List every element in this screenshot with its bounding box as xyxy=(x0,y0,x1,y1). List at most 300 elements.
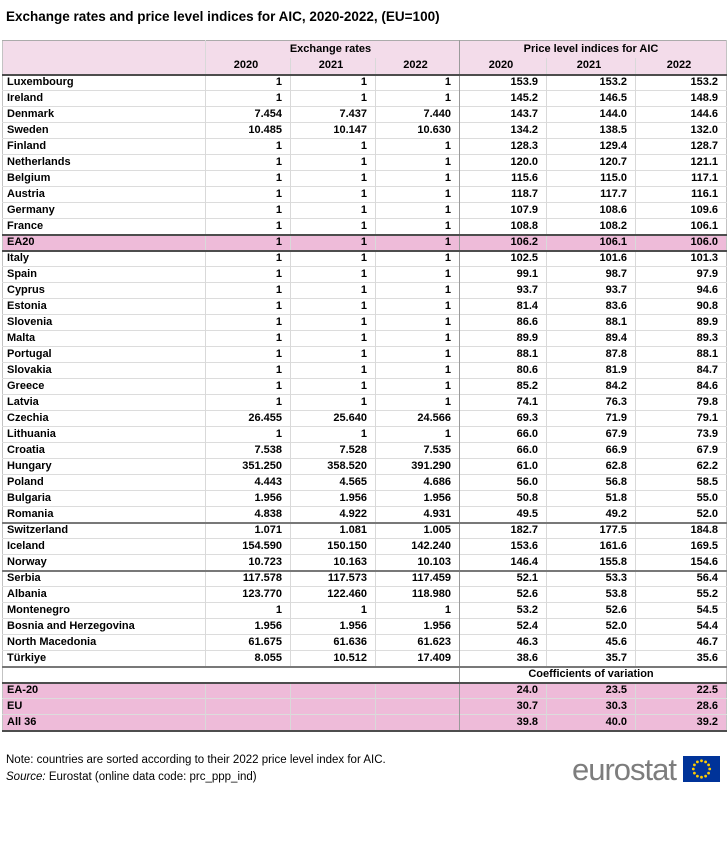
value-cell: 153.2 xyxy=(636,75,727,91)
table-row xyxy=(3,395,727,411)
value-cell: 99.1 xyxy=(460,267,547,283)
value-cell: 101.3 xyxy=(636,251,727,267)
country-name-cell: EA20 xyxy=(7,236,35,248)
value-cell: 1 xyxy=(376,251,460,267)
table-row xyxy=(3,331,727,347)
table-row xyxy=(3,635,727,651)
value-cell: 35.6 xyxy=(636,651,727,667)
value-cell: 66.0 xyxy=(460,427,547,443)
table-row xyxy=(3,603,727,619)
value-cell: 1 xyxy=(376,203,460,219)
page-title: Exchange rates and price level indices for AIC, 2020-2022, (EU=100) xyxy=(6,9,440,24)
table-row xyxy=(3,155,727,171)
value-cell: 1 xyxy=(291,75,376,91)
value-cell: 88.1 xyxy=(547,315,636,331)
value-cell: 61.675 xyxy=(206,635,291,651)
value-cell: 1 xyxy=(291,363,376,379)
value-cell: 1 xyxy=(376,331,460,347)
value-cell: 1 xyxy=(376,139,460,155)
value-cell: 117.7 xyxy=(547,187,636,203)
table-row xyxy=(3,171,727,187)
value-cell: 38.6 xyxy=(460,651,547,667)
value-cell: 4.565 xyxy=(291,475,376,491)
country-name-cell: Netherlands xyxy=(7,156,71,168)
country-name-cell: Poland xyxy=(7,476,44,488)
table-row xyxy=(3,139,727,155)
value-cell: 115.6 xyxy=(460,171,547,187)
table-row xyxy=(3,347,727,363)
value-cell: 1 xyxy=(206,91,291,107)
value-cell: 1.956 xyxy=(376,491,460,507)
table-row xyxy=(3,459,727,475)
value-cell: 52.6 xyxy=(547,603,636,619)
cov-value-cell: 30.3 xyxy=(547,699,636,715)
country-name-cell: Norway xyxy=(7,555,47,568)
country-name-cell: Serbia xyxy=(7,572,41,585)
value-cell: 7.437 xyxy=(291,107,376,123)
source-label: Source: xyxy=(6,771,46,784)
value-cell: 106.0 xyxy=(636,235,727,251)
value-cell: 89.3 xyxy=(636,331,727,347)
value-cell: 1 xyxy=(206,155,291,171)
value-cell: 4.686 xyxy=(376,475,460,491)
value-cell: 106.2 xyxy=(460,235,547,251)
value-cell: 74.1 xyxy=(460,395,547,411)
value-cell: 1 xyxy=(291,91,376,107)
empty-cell xyxy=(206,683,291,699)
year-header: 2020 xyxy=(460,58,547,75)
value-cell: 85.2 xyxy=(460,379,547,395)
country-name-cell: Estonia xyxy=(7,300,47,312)
table-row xyxy=(3,475,727,491)
value-cell: 1 xyxy=(206,203,291,219)
country-name-cell: Cyprus xyxy=(7,284,45,296)
value-cell: 1 xyxy=(206,427,291,443)
value-cell: 1 xyxy=(206,139,291,155)
table-row xyxy=(3,427,727,443)
value-cell: 50.8 xyxy=(460,491,547,507)
value-cell: 88.1 xyxy=(636,347,727,363)
value-cell: 1 xyxy=(291,603,376,619)
value-cell: 1 xyxy=(376,347,460,363)
value-cell: 10.723 xyxy=(206,555,291,571)
value-cell: 1 xyxy=(291,187,376,203)
value-cell: 1 xyxy=(376,187,460,203)
value-cell: 81.4 xyxy=(460,299,547,315)
value-cell: 106.1 xyxy=(547,235,636,251)
value-cell: 53.8 xyxy=(547,587,636,603)
value-cell: 1 xyxy=(376,171,460,187)
value-cell: 101.6 xyxy=(547,251,636,267)
country-name-cell: Montenegro xyxy=(7,604,70,616)
value-cell: 55.0 xyxy=(636,491,727,507)
value-cell: 17.409 xyxy=(376,651,460,667)
table-row xyxy=(3,651,727,667)
country-name-cell: Greece xyxy=(7,380,45,392)
value-cell: 1 xyxy=(376,299,460,315)
country-name-cell: Türkiye xyxy=(7,651,47,664)
year-header: 2022 xyxy=(376,58,460,75)
value-cell: 52.6 xyxy=(460,587,547,603)
value-cell: 1 xyxy=(291,395,376,411)
value-cell: 10.103 xyxy=(376,555,460,571)
value-cell: 1.956 xyxy=(291,491,376,507)
value-cell: 1 xyxy=(206,235,291,251)
value-cell: 4.922 xyxy=(291,507,376,523)
value-cell: 52.0 xyxy=(636,507,727,523)
value-cell: 107.9 xyxy=(460,203,547,219)
value-cell: 1 xyxy=(376,219,460,235)
country-name-cell: Germany xyxy=(7,204,55,216)
value-cell: 83.6 xyxy=(547,299,636,315)
value-cell: 25.640 xyxy=(291,411,376,427)
value-cell: 1 xyxy=(291,171,376,187)
value-cell: 56.4 xyxy=(636,571,727,587)
country-name-cell: Sweden xyxy=(7,124,49,136)
value-cell: 84.6 xyxy=(636,379,727,395)
country-name-cell: Iceland xyxy=(7,540,45,552)
value-cell: 1 xyxy=(291,379,376,395)
table-row xyxy=(3,507,727,523)
cov-header-row xyxy=(3,667,727,683)
value-cell: 128.7 xyxy=(636,139,727,155)
value-cell: 46.3 xyxy=(460,635,547,651)
country-name-cell: Belgium xyxy=(7,172,51,184)
value-cell: 1 xyxy=(376,155,460,171)
country-name-cell: France xyxy=(7,219,44,232)
country-name-cell: Czechia xyxy=(7,412,49,424)
value-cell: 1 xyxy=(376,379,460,395)
value-cell: 84.7 xyxy=(636,363,727,379)
empty-cell xyxy=(291,699,376,715)
value-cell: 10.485 xyxy=(206,123,291,139)
group-header-exchange: Exchange rates xyxy=(206,41,460,58)
value-cell: 117.1 xyxy=(636,171,727,187)
table-row xyxy=(3,363,727,379)
value-cell: 1 xyxy=(206,299,291,315)
value-cell: 391.290 xyxy=(376,459,460,475)
value-cell: 55.2 xyxy=(636,587,727,603)
value-cell: 153.2 xyxy=(547,75,636,91)
country-name-cell: Croatia xyxy=(7,444,45,456)
empty-cell xyxy=(291,683,376,699)
cov-value-cell: 30.7 xyxy=(460,699,547,715)
value-cell: 52.0 xyxy=(547,619,636,635)
country-name-cell: Lithuania xyxy=(7,428,56,440)
value-cell: 108.6 xyxy=(547,203,636,219)
value-cell: 79.1 xyxy=(636,411,727,427)
value-cell: 46.7 xyxy=(636,635,727,651)
value-cell: 45.6 xyxy=(547,635,636,651)
value-cell: 1 xyxy=(206,219,291,235)
value-cell: 138.5 xyxy=(547,123,636,139)
value-cell: 24.566 xyxy=(376,411,460,427)
value-cell: 123.770 xyxy=(206,587,291,603)
value-cell: 117.578 xyxy=(206,571,291,587)
table-row xyxy=(3,123,727,139)
country-header-cell xyxy=(3,41,206,58)
value-cell: 1 xyxy=(291,283,376,299)
value-cell: 4.838 xyxy=(206,507,291,523)
value-cell: 1 xyxy=(291,219,376,235)
value-cell: 153.6 xyxy=(460,539,547,555)
table-row xyxy=(3,187,727,203)
aggregate-name-cell: EU xyxy=(7,700,23,712)
group-header-row xyxy=(3,41,727,58)
value-cell: 351.250 xyxy=(206,459,291,475)
table-row xyxy=(3,91,727,107)
value-cell: 1 xyxy=(206,315,291,331)
cov-value-cell: 39.8 xyxy=(460,715,547,731)
value-cell: 10.147 xyxy=(291,123,376,139)
value-cell: 1 xyxy=(376,91,460,107)
value-cell: 10.163 xyxy=(291,555,376,571)
table-row xyxy=(3,203,727,219)
table-row xyxy=(3,571,727,587)
value-cell: 66.9 xyxy=(547,443,636,459)
value-cell: 89.4 xyxy=(547,331,636,347)
value-cell: 1 xyxy=(376,283,460,299)
value-cell: 108.8 xyxy=(460,219,547,235)
value-cell: 1.956 xyxy=(206,619,291,635)
country-name-cell: Portugal xyxy=(7,348,52,360)
value-cell: 1 xyxy=(376,363,460,379)
value-cell: 67.9 xyxy=(547,427,636,443)
value-cell: 1 xyxy=(206,363,291,379)
value-cell: 58.5 xyxy=(636,475,727,491)
table-header xyxy=(3,41,727,75)
value-cell: 146.5 xyxy=(547,91,636,107)
table-row xyxy=(3,539,727,555)
value-cell: 118.7 xyxy=(460,187,547,203)
empty-cell xyxy=(206,715,291,731)
source-text: Eurostat (online data code: prc_ppp_ind) xyxy=(48,771,257,784)
value-cell: 10.512 xyxy=(291,651,376,667)
value-cell: 146.4 xyxy=(460,555,547,571)
value-cell: 80.6 xyxy=(460,363,547,379)
value-cell: 10.630 xyxy=(376,123,460,139)
table-row xyxy=(3,587,727,603)
value-cell: 1 xyxy=(206,331,291,347)
table-row xyxy=(3,235,727,251)
aggregate-name-cell: All 36 xyxy=(7,715,37,728)
value-cell: 26.455 xyxy=(206,411,291,427)
value-cell: 1 xyxy=(291,331,376,347)
value-cell: 148.9 xyxy=(636,91,727,107)
empty-cell xyxy=(291,715,376,731)
value-cell: 1 xyxy=(206,251,291,267)
value-cell: 142.240 xyxy=(376,539,460,555)
value-cell: 143.7 xyxy=(460,107,547,123)
value-cell: 93.7 xyxy=(547,283,636,299)
value-cell: 90.8 xyxy=(636,299,727,315)
value-cell: 1.956 xyxy=(291,619,376,635)
value-cell: 117.459 xyxy=(376,571,460,587)
country-name-cell: Denmark xyxy=(7,108,55,120)
value-cell: 120.7 xyxy=(547,155,636,171)
cov-value-cell: 24.0 xyxy=(460,683,547,699)
country-name-cell: Hungary xyxy=(7,460,52,472)
cov-value-cell: 23.5 xyxy=(547,683,636,699)
table-row xyxy=(3,315,727,331)
value-cell: 145.2 xyxy=(460,91,547,107)
value-cell: 1 xyxy=(206,395,291,411)
value-cell: 62.2 xyxy=(636,459,727,475)
value-cell: 52.1 xyxy=(460,571,547,587)
value-cell: 1 xyxy=(291,427,376,443)
value-cell: 61.636 xyxy=(291,635,376,651)
value-cell: 66.0 xyxy=(460,443,547,459)
value-cell: 184.8 xyxy=(636,523,727,539)
value-cell: 61.623 xyxy=(376,635,460,651)
value-cell: 1 xyxy=(206,171,291,187)
value-cell: 154.6 xyxy=(636,555,727,571)
value-cell: 116.1 xyxy=(636,187,727,203)
value-cell: 118.980 xyxy=(376,587,460,603)
group-header-price: Price level indices for AIC xyxy=(460,41,727,58)
table-row xyxy=(3,251,727,267)
year-header: 2021 xyxy=(547,58,636,75)
value-cell: 1 xyxy=(291,251,376,267)
value-cell: 7.528 xyxy=(291,443,376,459)
table-row xyxy=(3,107,727,123)
value-cell: 1 xyxy=(206,283,291,299)
note-text: Note: countries are sorted according to their 2022 price level index for AIC. xyxy=(6,753,386,766)
value-cell: 117.573 xyxy=(291,571,376,587)
value-cell: 120.0 xyxy=(460,155,547,171)
value-cell: 154.590 xyxy=(206,539,291,555)
cov-header-empty xyxy=(3,667,460,683)
table-row xyxy=(3,443,727,459)
cov-value-cell: 40.0 xyxy=(547,715,636,731)
empty-cell xyxy=(206,699,291,715)
value-cell: 7.538 xyxy=(206,443,291,459)
value-cell: 144.0 xyxy=(547,107,636,123)
source-line xyxy=(6,769,386,787)
value-cell: 49.5 xyxy=(460,507,547,523)
value-cell: 1 xyxy=(376,75,460,91)
value-cell: 69.3 xyxy=(460,411,547,427)
value-cell: 1.071 xyxy=(206,523,291,539)
value-cell: 53.2 xyxy=(460,603,547,619)
value-cell: 1 xyxy=(376,603,460,619)
value-cell: 81.9 xyxy=(547,363,636,379)
value-cell: 79.8 xyxy=(636,395,727,411)
value-cell: 1 xyxy=(291,347,376,363)
cov-header-label: Coefficients of variation xyxy=(460,667,727,683)
country-name-cell: Slovakia xyxy=(7,364,52,376)
country-name-cell: North Macedonia xyxy=(7,636,97,648)
value-cell: 1 xyxy=(291,315,376,331)
value-cell: 89.9 xyxy=(636,315,727,331)
value-cell: 54.4 xyxy=(636,619,727,635)
value-cell: 56.0 xyxy=(460,475,547,491)
year-header: 2020 xyxy=(206,58,291,75)
value-cell: 128.3 xyxy=(460,139,547,155)
value-cell: 122.460 xyxy=(291,587,376,603)
table-row xyxy=(3,283,727,299)
value-cell: 1.081 xyxy=(291,523,376,539)
value-cell: 155.8 xyxy=(547,555,636,571)
value-cell: 153.9 xyxy=(460,75,547,91)
table-row xyxy=(3,523,727,539)
table-row xyxy=(3,379,727,395)
country-name-cell: Austria xyxy=(7,188,45,200)
value-cell: 134.2 xyxy=(460,123,547,139)
value-cell: 73.9 xyxy=(636,427,727,443)
value-cell: 1 xyxy=(206,75,291,91)
value-cell: 106.1 xyxy=(636,219,727,235)
value-cell: 76.3 xyxy=(547,395,636,411)
value-cell: 86.6 xyxy=(460,315,547,331)
value-cell: 150.150 xyxy=(291,539,376,555)
eurostat-logo-text: eurostat xyxy=(571,751,676,787)
value-cell: 88.1 xyxy=(460,347,547,363)
table-row xyxy=(3,75,727,91)
table-row xyxy=(3,411,727,427)
value-cell: 61.0 xyxy=(460,459,547,475)
value-cell: 89.9 xyxy=(460,331,547,347)
value-cell: 108.2 xyxy=(547,219,636,235)
country-name-cell: Italy xyxy=(7,252,30,265)
country-name-cell: Bulgaria xyxy=(7,492,52,504)
empty-cell xyxy=(376,715,460,731)
value-cell: 94.6 xyxy=(636,283,727,299)
country-name-cell: Slovenia xyxy=(7,316,53,328)
value-cell: 1 xyxy=(206,379,291,395)
value-cell: 97.9 xyxy=(636,267,727,283)
value-cell: 1 xyxy=(291,155,376,171)
value-cell: 87.8 xyxy=(547,347,636,363)
country-name-cell: Finland xyxy=(7,140,47,152)
value-cell: 182.7 xyxy=(460,523,547,539)
value-cell: 115.0 xyxy=(547,171,636,187)
value-cell: 129.4 xyxy=(547,139,636,155)
table-row xyxy=(3,299,727,315)
table-row xyxy=(3,267,727,283)
value-cell: 56.8 xyxy=(547,475,636,491)
value-cell: 93.7 xyxy=(460,283,547,299)
value-cell: 169.5 xyxy=(636,539,727,555)
table-row xyxy=(3,219,727,235)
value-cell: 102.5 xyxy=(460,251,547,267)
value-cell: 1 xyxy=(206,187,291,203)
value-cell: 1 xyxy=(206,347,291,363)
value-cell: 121.1 xyxy=(636,155,727,171)
year-header-row xyxy=(3,58,727,75)
country-name-cell: Switzerland xyxy=(7,524,69,537)
value-cell: 161.6 xyxy=(547,539,636,555)
value-cell: 1 xyxy=(206,267,291,283)
footnotes xyxy=(6,752,386,788)
table-row xyxy=(3,491,727,507)
table-body xyxy=(3,75,727,731)
value-cell: 4.931 xyxy=(376,507,460,523)
value-cell: 177.5 xyxy=(547,523,636,539)
country-name-cell: Malta xyxy=(7,332,36,344)
footer xyxy=(6,752,720,788)
value-cell: 71.9 xyxy=(547,411,636,427)
value-cell: 144.6 xyxy=(636,107,727,123)
value-cell: 35.7 xyxy=(547,651,636,667)
country-name-cell: Albania xyxy=(7,588,47,600)
value-cell: 49.2 xyxy=(547,507,636,523)
cov-row xyxy=(3,699,727,715)
year-header-empty xyxy=(3,58,206,75)
year-header: 2022 xyxy=(636,58,727,75)
country-name-cell: Luxembourg xyxy=(7,76,74,89)
value-cell: 51.8 xyxy=(547,491,636,507)
